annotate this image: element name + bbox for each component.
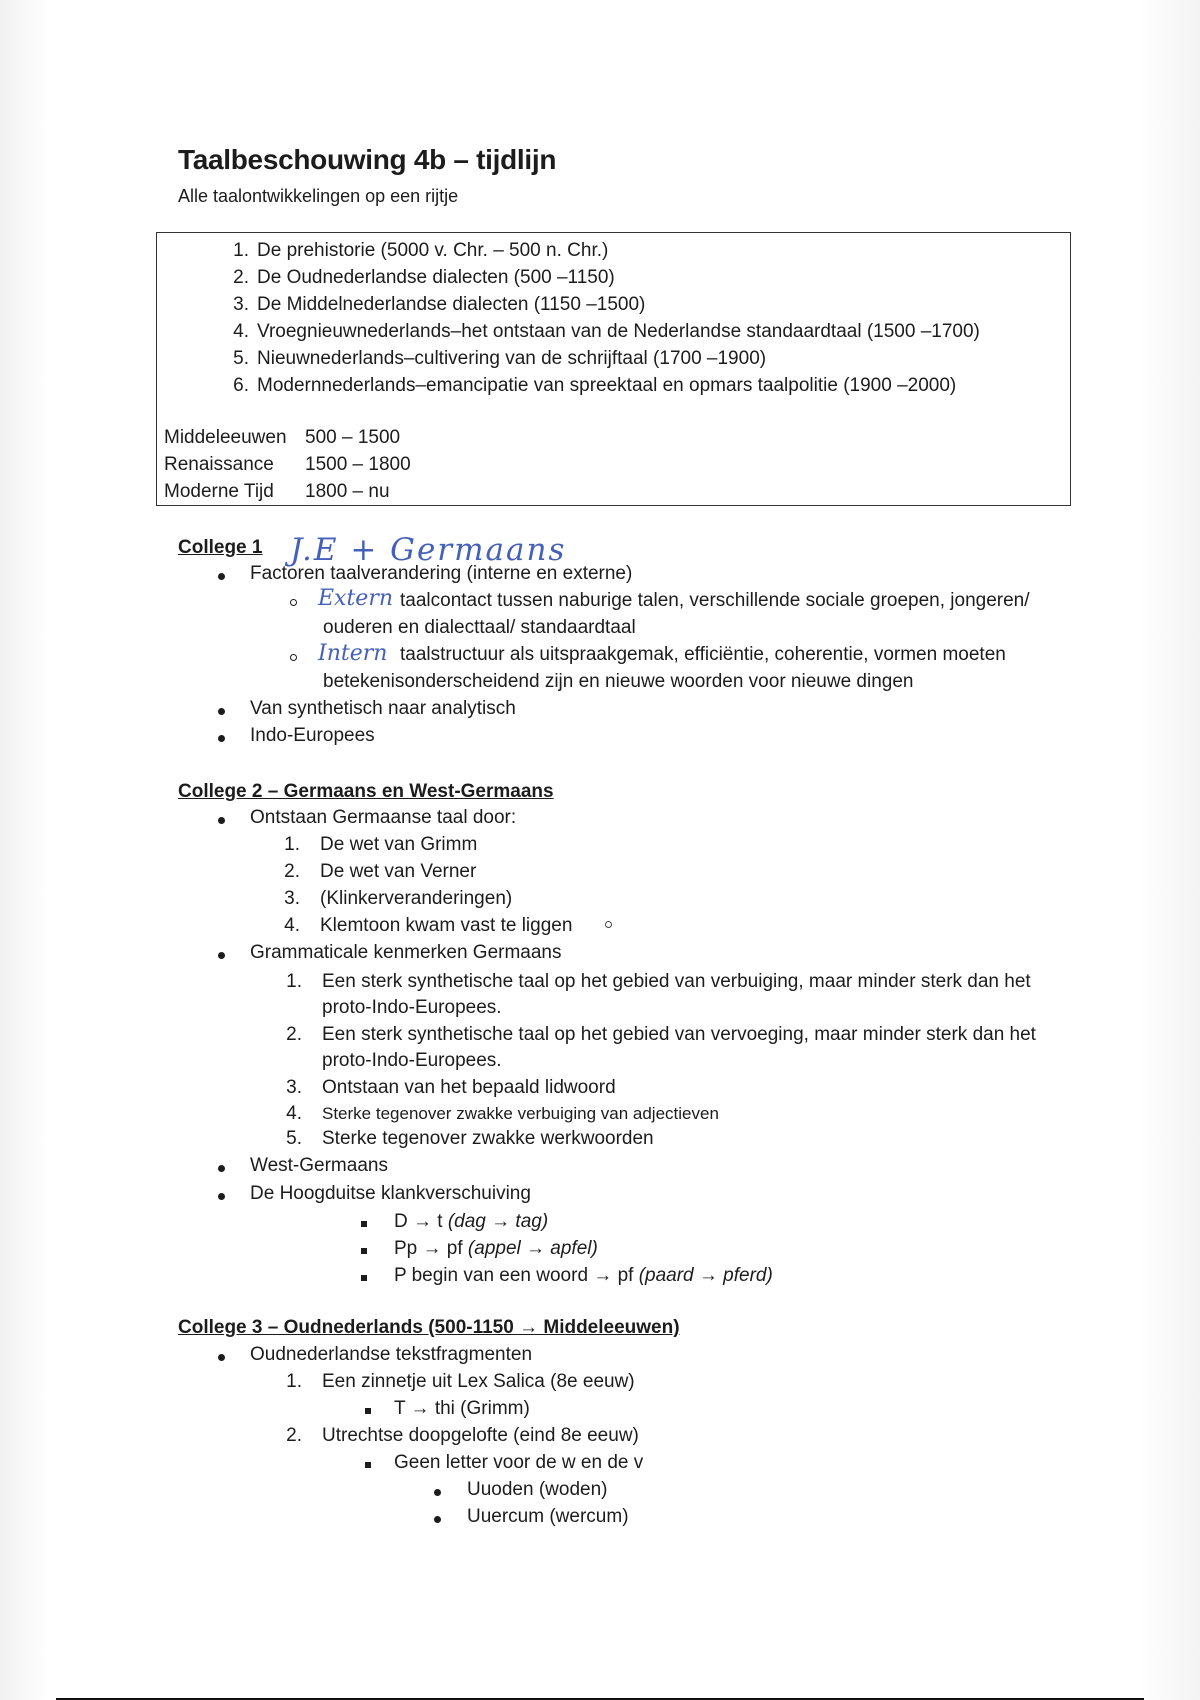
college3-heading: College 3 – Oudnederlands (500-1150 → Middeleeuwen) <box>178 1317 680 1338</box>
list-number: 1. <box>286 971 302 992</box>
bullet-icon <box>434 1489 441 1496</box>
sound-shift-item: De Hoogduitse klankverschuiving <box>250 1183 531 1204</box>
list-number: 4. <box>284 915 300 936</box>
intern-text-cont: betekenisonderscheidend zijn en nieuwe woorden voor nieuwe dingen <box>323 671 914 692</box>
list-item: De wet van Grimm <box>320 834 478 855</box>
list-item: Ontstaan van het bepaald lidwoord <box>322 1077 616 1098</box>
sub-item: Geen letter voor de w en de v <box>394 1452 644 1473</box>
list-item: Een sterk synthetische taal op het gebied van verbuiging, maar minder sterk dan het <box>322 971 1031 992</box>
list-item-cont: proto-Indo-Europees. <box>322 997 502 1018</box>
list-item: Klemtoon kwam vast te liggen <box>320 915 573 936</box>
west-germanic-item: West-Germaans <box>250 1155 388 1176</box>
bullet-icon <box>218 817 225 824</box>
bullet-icon <box>218 573 225 580</box>
overview-box: 1. De prehistorie (5000 v. Chr. – 500 n. Chr.) 2. De Oudnederlandse dialecten (500 –1150) 3. De Middelnederlandse dialecten (1150 –1500) 4. Vroegnieuwnederlands–het ontstaan van de Nederlandse standaardtaal (1500 –1700) 5. Nieuwnederlands–cultivering van de schrijftaal (1700 –1900) 6. Modernnederlands–emancipatie van spreektaal en opmars taalpolitie (1900 –2000) Middeleeuwen 500 – 1500 Renaissance 1500 – 1800 Moderne Tijd 1800 – nu <box>156 232 1071 506</box>
factors-item: Factoren taalverandering (interne en externe) <box>250 563 633 584</box>
bullet-icon <box>218 735 225 742</box>
list-number: 1. <box>284 834 300 855</box>
extern-handwritten-label: Extern <box>318 586 394 611</box>
square-bullet-icon <box>365 1408 371 1414</box>
list-item: Een sterk synthetische taal op het gebied van vervoeging, maar minder sterk dan het <box>322 1024 1036 1045</box>
list-item: Indo-Europees <box>250 725 375 746</box>
college2-heading: College 2 – Germaans en West-Germaans <box>178 781 554 802</box>
bullet-icon <box>218 708 225 715</box>
extern-text: taalcontact tussen naburige talen, verschillende sociale groepen, jongeren/ <box>400 590 1030 611</box>
college1-handwritten-title: J.E + Germaans <box>290 532 567 568</box>
circle-bullet-icon <box>290 599 297 606</box>
square-bullet-icon <box>361 1221 367 1227</box>
intern-text: taalstructuur als uitspraakgemak, efficiëntie, coherentie, vormen moeten <box>400 644 1006 665</box>
grammar-item: Grammaticale kenmerken Germaans <box>250 942 562 963</box>
shift-item: D → t (dag → tag) <box>394 1211 549 1232</box>
bullet-icon <box>218 1165 225 1172</box>
scan-shadow-left <box>0 0 48 1700</box>
pen-mark-icon <box>605 921 612 928</box>
list-number: 2. <box>286 1024 302 1045</box>
bullet-icon <box>218 952 225 959</box>
list-item: Utrechtse doopgelofte (eind 8e eeuw) <box>322 1425 639 1446</box>
example-item: Uuercum (wercum) <box>467 1506 629 1527</box>
square-bullet-icon <box>361 1248 367 1254</box>
origin-item: Ontstaan Germaanse taal door: <box>250 807 517 828</box>
list-item: De wet van Verner <box>320 861 477 882</box>
list-number: 2. <box>286 1425 302 1446</box>
square-bullet-icon <box>361 1275 367 1281</box>
list-number: 5. <box>286 1128 302 1149</box>
list-number: 3. <box>286 1077 302 1098</box>
page-subtitle: Alle taalontwikkelingen op een rijtje <box>178 186 459 206</box>
bullet-icon <box>218 1193 225 1200</box>
intern-handwritten-label: Intern <box>318 641 388 666</box>
shift-item: P begin van een woord → pf (paard → pferd) <box>394 1265 773 1286</box>
scan-shadow-right <box>1140 0 1200 1700</box>
square-bullet-icon <box>365 1462 371 1468</box>
bullet-icon <box>434 1516 441 1523</box>
example-item: Uuoden (woden) <box>467 1479 608 1500</box>
extern-text-cont: ouderen en dialecttaal/ standaardtaal <box>323 617 636 638</box>
list-item: Sterke tegenover zwakke verbuiging van adjectieven <box>322 1104 719 1123</box>
list-item-cont: proto-Indo-Europees. <box>322 1050 502 1071</box>
list-number: 2. <box>284 861 300 882</box>
fragments-item: Oudnederlandse tekstfragmenten <box>250 1344 533 1365</box>
list-item: Van synthetisch naar analytisch <box>250 698 516 719</box>
list-number: 3. <box>284 888 300 909</box>
circle-bullet-icon <box>290 654 297 661</box>
list-item: Sterke tegenover zwakke werkwoorden <box>322 1128 654 1149</box>
list-item: Een zinnetje uit Lex Salica (8e eeuw) <box>322 1371 635 1392</box>
list-number: 1. <box>286 1371 302 1392</box>
sub-item: T → thi (Grimm) <box>394 1398 530 1419</box>
page-title: Taalbeschouwing 4b – tijdlijn <box>178 144 557 175</box>
bullet-icon <box>218 1354 225 1361</box>
shift-item: Pp → pf (appel → apfel) <box>394 1238 598 1259</box>
list-item: (Klinkerveranderingen) <box>320 888 513 909</box>
list-number: 4. <box>286 1103 302 1124</box>
college1-heading: College 1 <box>178 537 263 558</box>
